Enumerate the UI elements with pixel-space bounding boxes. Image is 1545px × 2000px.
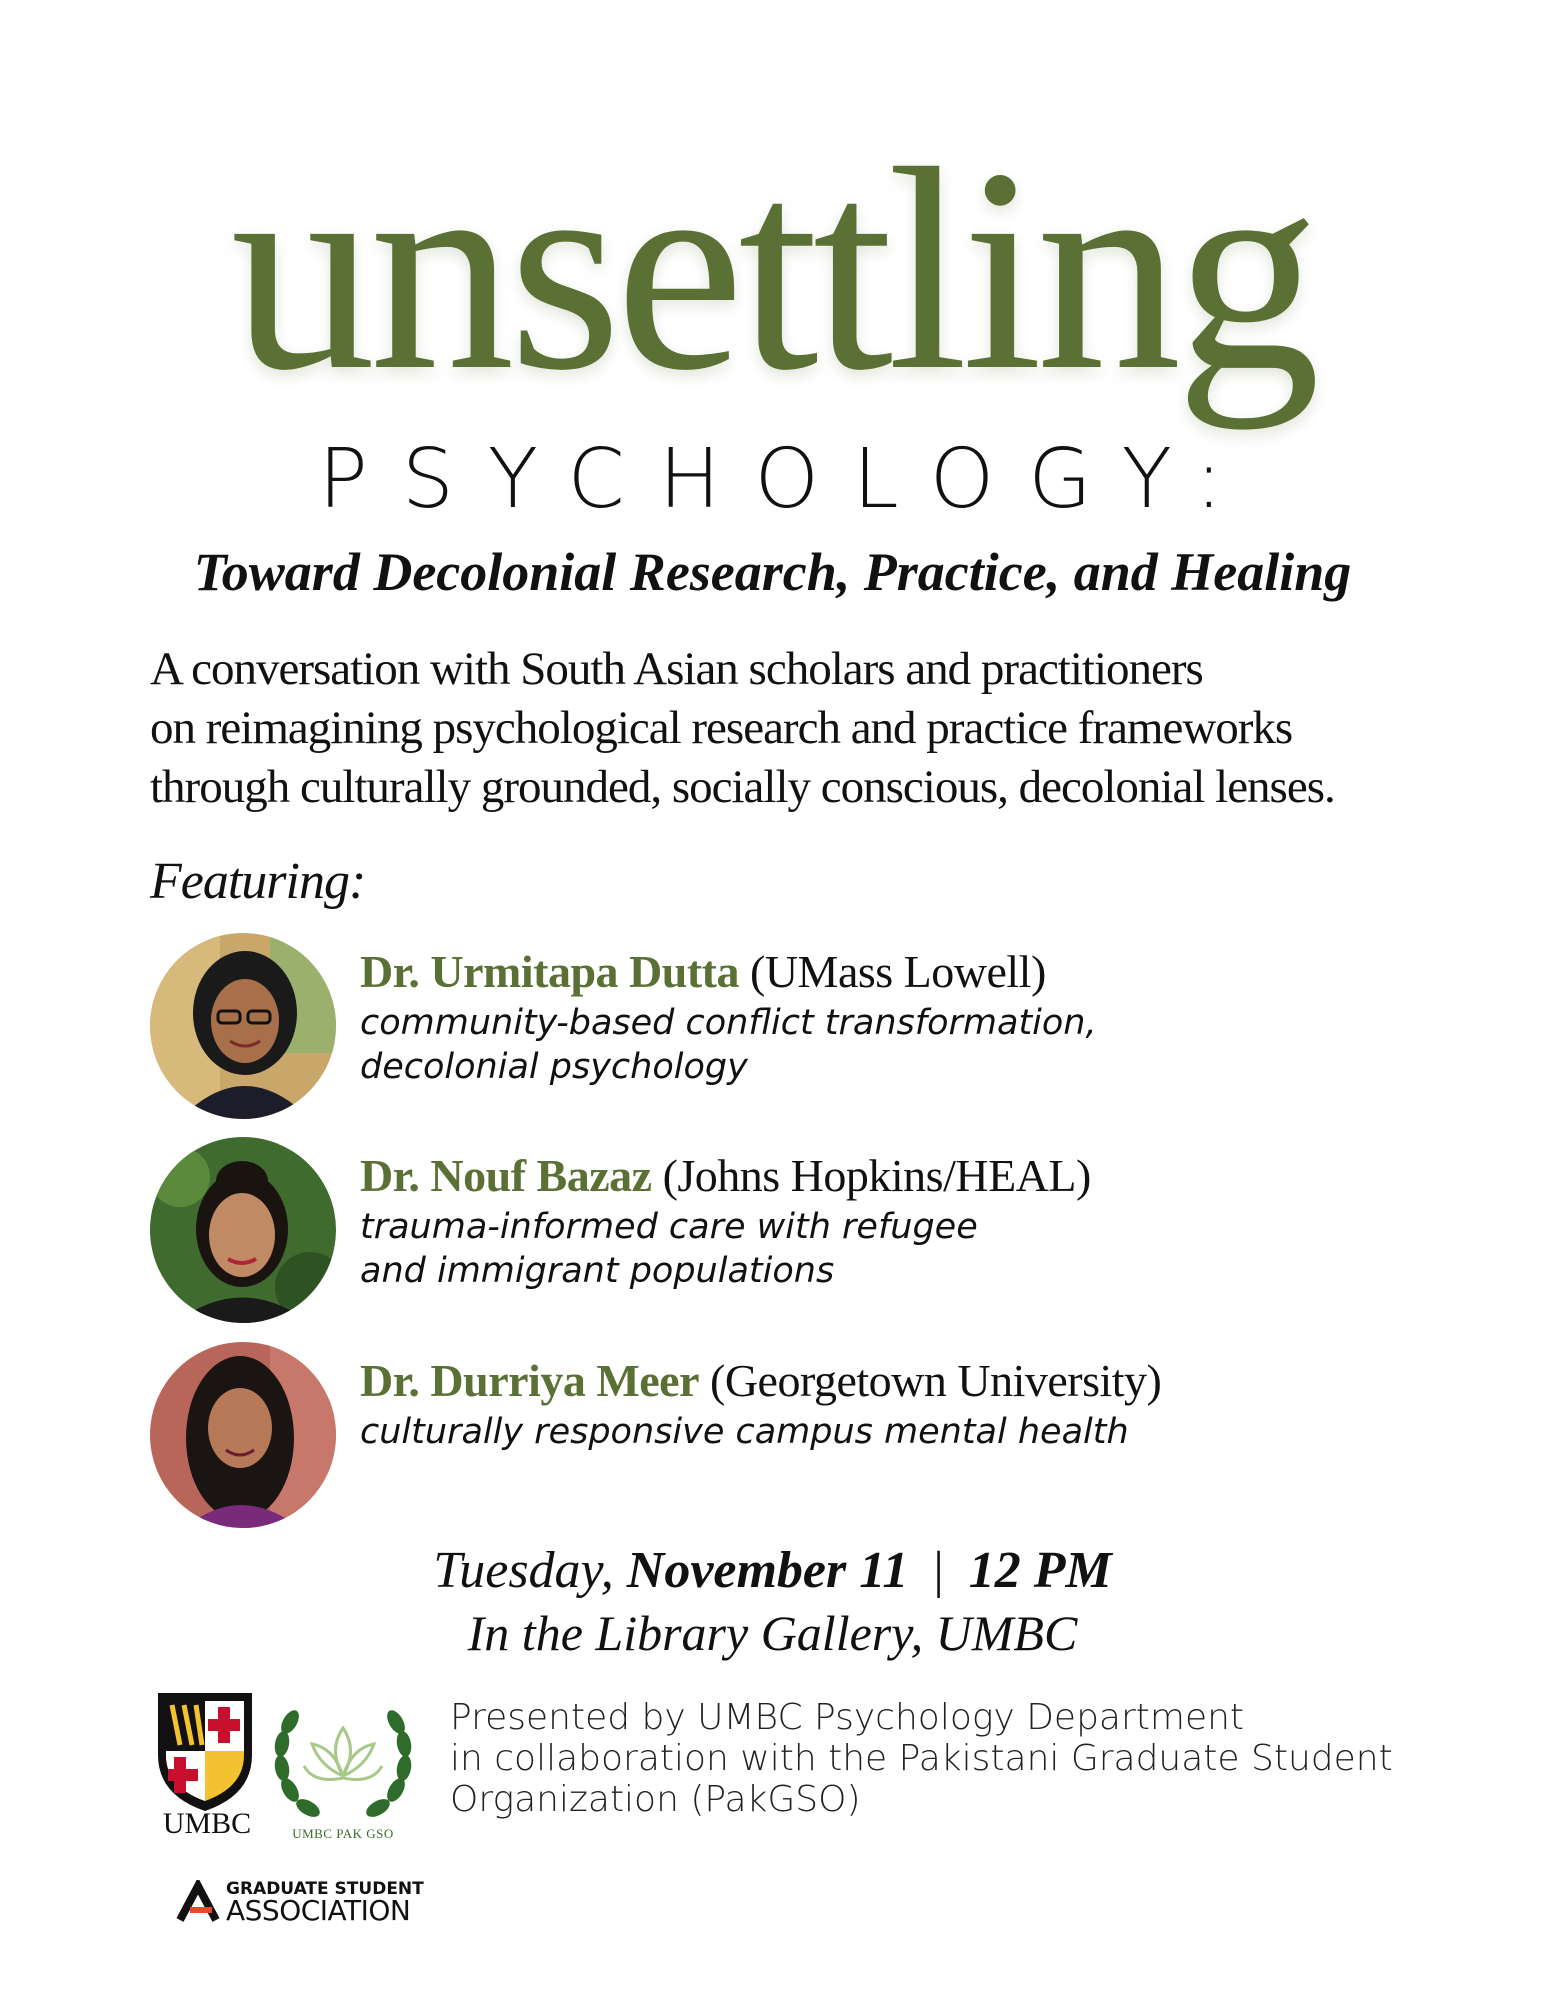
- description-line: A conversation with South Asian scholars and practitioners: [150, 643, 1203, 695]
- speaker-details: [360, 1352, 1450, 1454]
- topic-line: trauma-informed care with refugee: [360, 1207, 978, 1247]
- presented-by-text: [450, 1697, 1500, 1820]
- speaker-affiliation: (UMass Lowell): [750, 946, 1046, 997]
- speaker-name: Dr. Urmitapa Dutta: [360, 946, 739, 997]
- speaker-name: Dr. Nouf Bazaz: [360, 1150, 652, 1201]
- presented-line: Organization (PakGSO): [450, 1779, 861, 1820]
- gsa-wordmark: [226, 1879, 424, 1927]
- topic-line: community-based conflict transformation,: [360, 1003, 1097, 1043]
- event-datetime: [0, 1540, 1545, 1602]
- speaker-details: [360, 943, 1450, 1089]
- speaker-photo: [150, 933, 336, 1119]
- event-title: unsettling: [230, 109, 1315, 430]
- speaker-heading: [360, 1352, 1450, 1410]
- event-location: In the Library Gallery, UMBC: [467, 1605, 1078, 1661]
- event-tagline: Toward Decolonial Research, Practice, and Healing: [193, 542, 1352, 602]
- event-subtitle: PSYCHOLOGY:: [318, 432, 1257, 527]
- speaker-heading: [360, 943, 1450, 1001]
- speaker-name: Dr. Durriya Meer: [360, 1355, 699, 1406]
- speaker-affiliation: (Georgetown University): [710, 1355, 1162, 1406]
- topic-line: decolonial psychology: [360, 1047, 748, 1087]
- featuring-label: Featuring:: [150, 853, 366, 910]
- speaker-card: [150, 1137, 1450, 1327]
- speaker-heading: [360, 1147, 1450, 1205]
- topic-line: culturally responsive campus mental health: [360, 1412, 1129, 1452]
- pakgso-logo-label: UMBC PAK GSO: [292, 1826, 394, 1841]
- presented-line: Presented by UMBC Psychology Department: [450, 1697, 1245, 1738]
- speaker-topic: [360, 1205, 1450, 1293]
- presented-line: in collaboration with the Pakistani Graduate Student: [450, 1738, 1393, 1779]
- topic-line: and immigrant populations: [360, 1251, 835, 1291]
- pakgso-lotus-logo: [268, 1690, 418, 1825]
- datetime-separator: |: [933, 1542, 944, 1599]
- speaker-photo: [150, 1137, 336, 1323]
- speaker-topic: [360, 1410, 1450, 1454]
- speaker-topic: [360, 1001, 1450, 1089]
- event-day: Tuesday,: [433, 1542, 614, 1599]
- umbc-logo-label: UMBC: [162, 1807, 252, 1840]
- description-line: through culturally grounded, socially conscious, decolonial lenses.: [150, 761, 1335, 813]
- speaker-card: [150, 933, 1450, 1123]
- gsa-line1: GRADUATE STUDENT: [226, 1879, 424, 1899]
- gsa-a-logo: [176, 1880, 228, 1924]
- speaker-affiliation: (Johns Hopkins/HEAL): [662, 1150, 1091, 1201]
- event-description: [150, 640, 1480, 817]
- speaker-details: [360, 1147, 1450, 1293]
- gsa-line2: ASSOCIATION: [226, 1894, 411, 1927]
- description-line: on reimagining psychological research and practice frameworks: [150, 702, 1293, 754]
- speaker-card: [150, 1342, 1450, 1532]
- event-time: 12 PM: [968, 1542, 1112, 1599]
- speaker-photo: [150, 1342, 336, 1528]
- event-date: November 11: [626, 1542, 909, 1599]
